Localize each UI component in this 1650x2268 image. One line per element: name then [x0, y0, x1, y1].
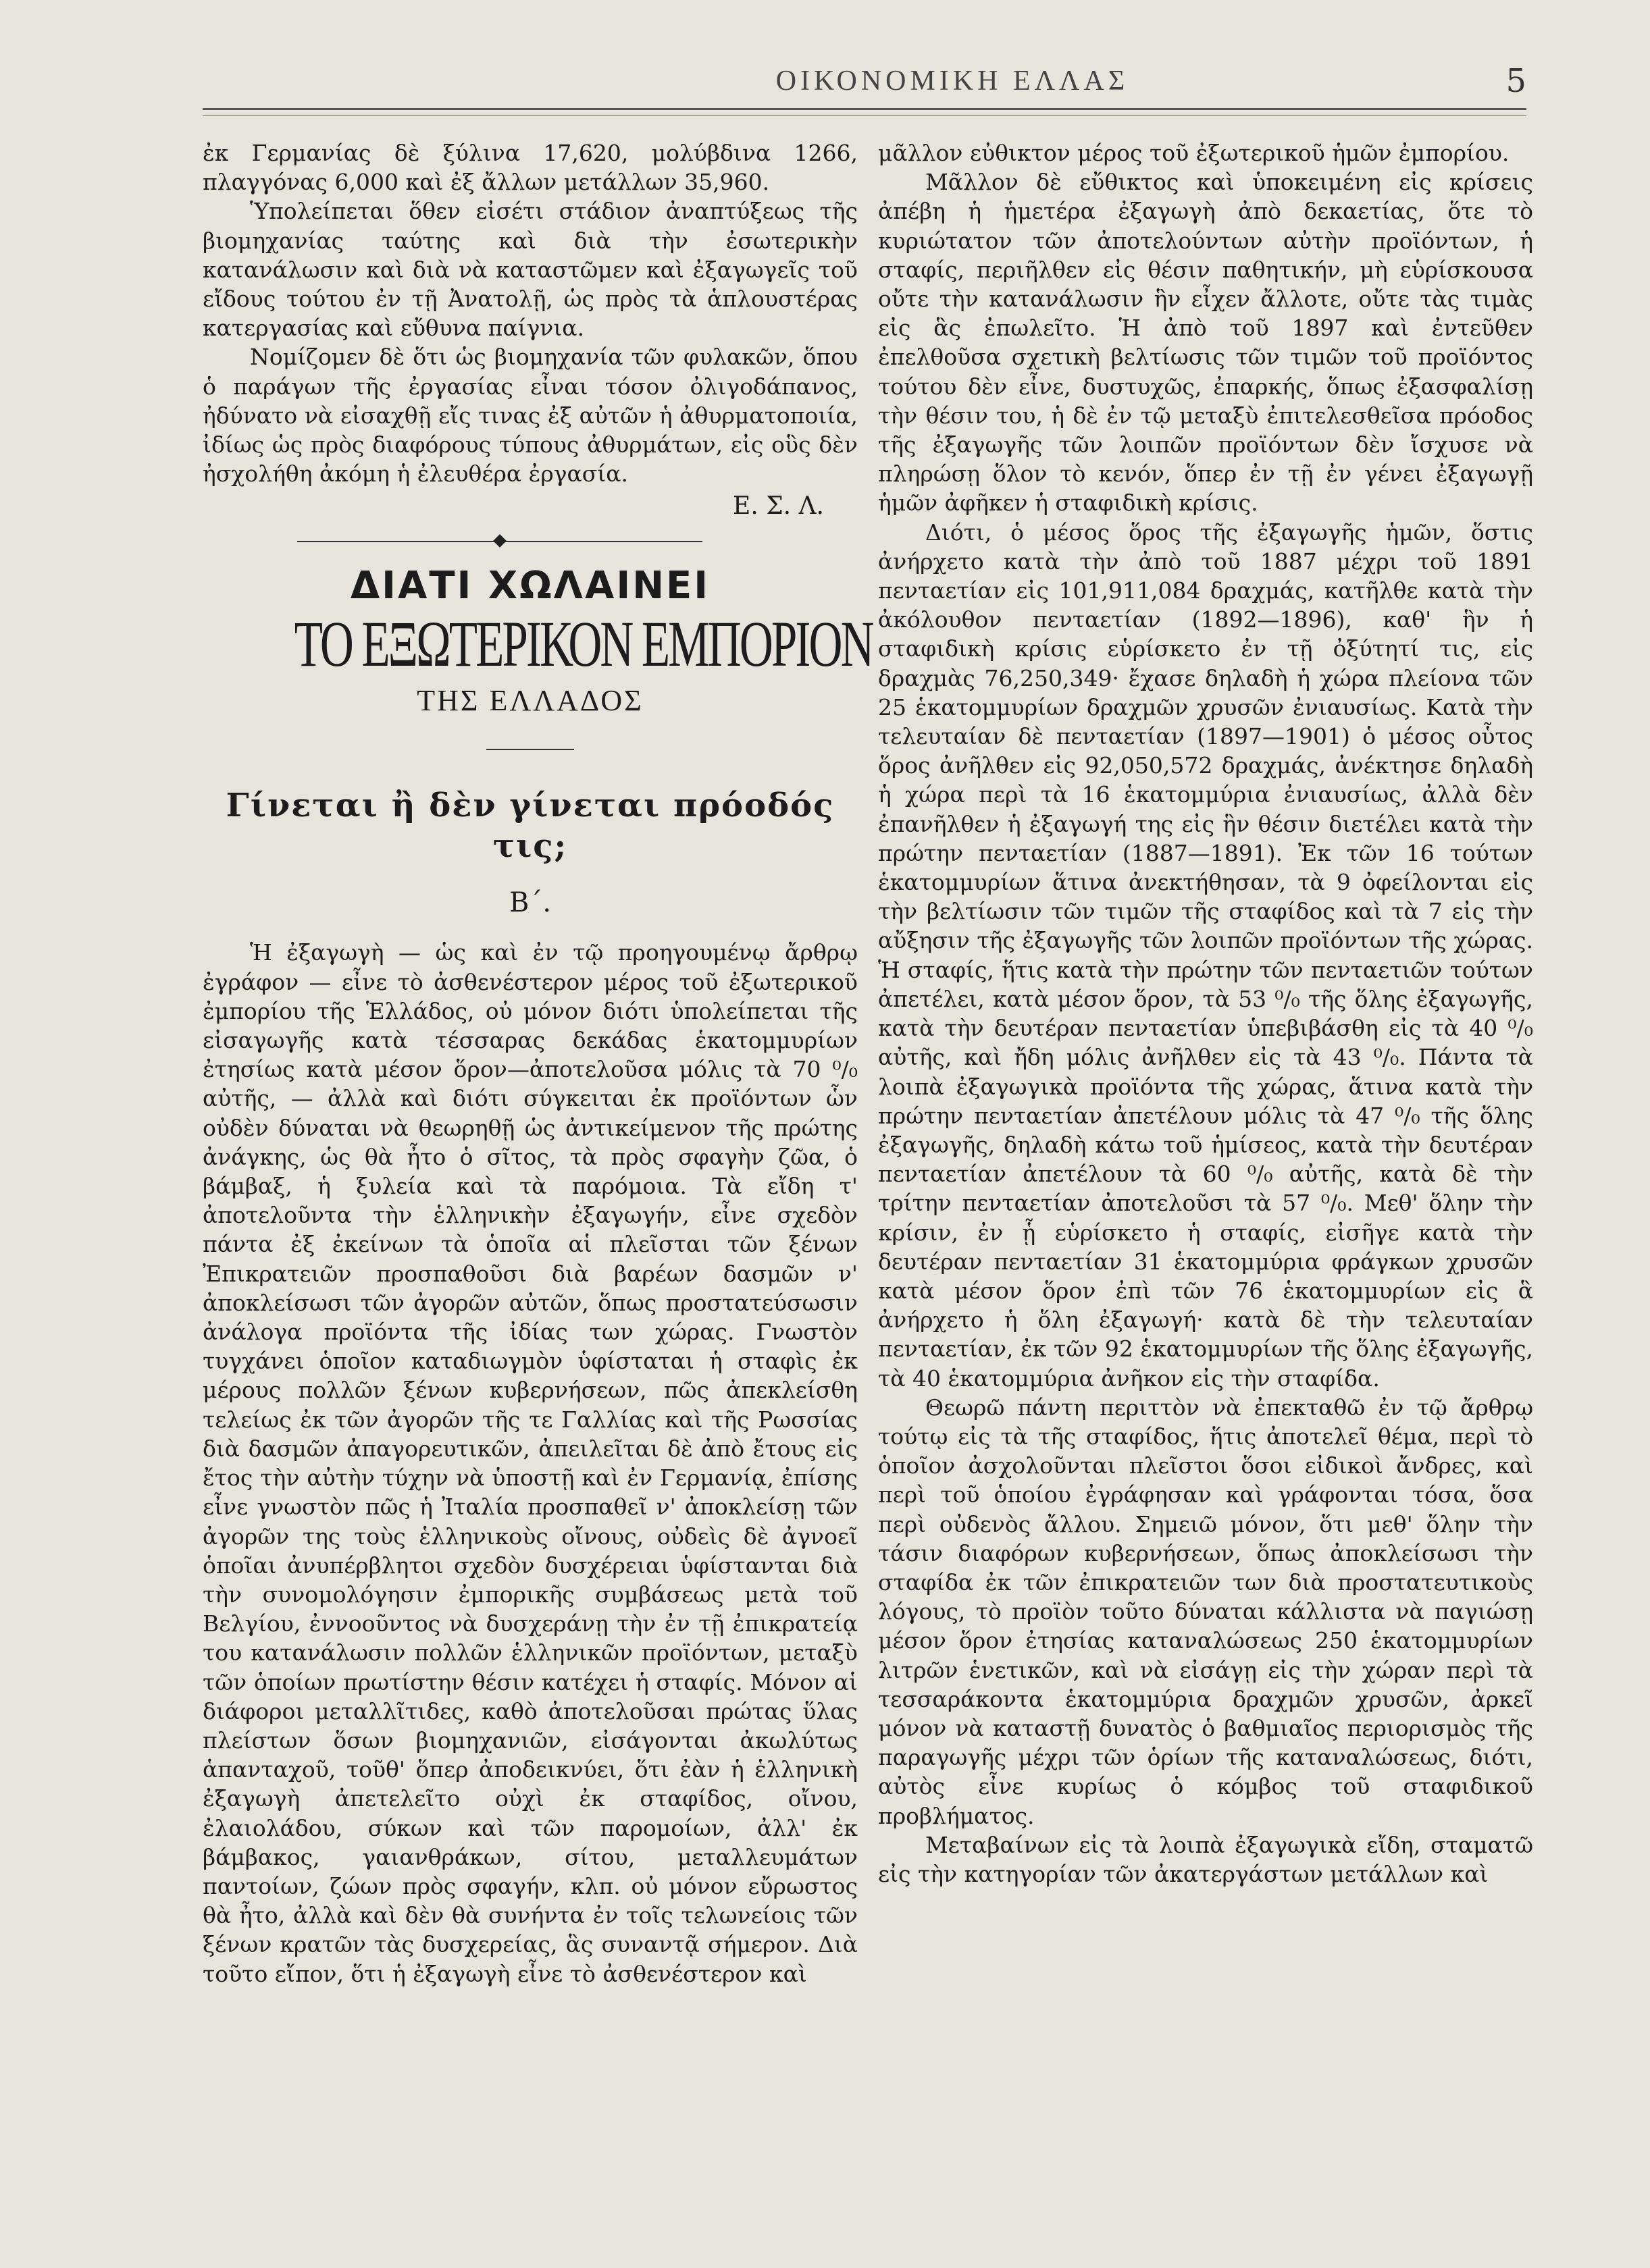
left-column [203, 138, 873, 1988]
running-title: ΟΙΚΟΝΟΜΙΚΗ ΕΛΛΑΣ [775, 65, 1129, 97]
article-title-line-3: ΤΗΣ ΕΛΛΑΔΟΣ [417, 684, 644, 718]
paragraph: Μεταβαίνων εἰς τὰ λοιπὰ ἐξαγωγικὰ εἴδη, σταματῶ εἰς τὴν κατηγορίαν τῶν ἀκατεργάστων μετάλλων καὶ [878, 1831, 1533, 1887]
article-title-line-1: ΔΙΑΤΙ ΧΩΛΑΙΝΕΙ [350, 564, 711, 608]
diamond-ornament-icon [493, 535, 507, 548]
header-rule [203, 108, 1526, 110]
paragraph: ἐκ Γερμανίας δὲ ξύλινα 17,620, μολύβδινα 1266, πλαγγόνας 6,000 καὶ ἐξ ἄλλων μετάλλων 35,960. [203, 140, 858, 196]
part-marker: Β΄. [509, 887, 552, 919]
paragraph: Θεωρῶ πάντη περιττὸν νὰ ἐπεκταθῶ ἐν τῷ ἄρθρῳ τούτῳ εἰς τὰ τῆς σταφίδος, ἥτις ἀποτελεῖ θέμα, περὶ τὸ ὁποῖον ἀσχολοῦνται πλεῖστοι ὅσοι εἰδικοὶ ἄνδρες, καὶ περὶ τοῦ ὁποίου ἐγράφησαν καὶ γράφονται τόσα, ὅσα περὶ οὐδενὸς ἄλλου. Σημειῶ μόνον, ὅτι μεθ' ὅλην τὴν τάσιν διαφόρων κυβερνήσεων, ὅπως ἀποκλείσωσι τὴν σταφίδα ἐκ τῶν ἐπικρατειῶν των διὰ προστατευτικοὺς λόγους, τὸ προϊὸν τοῦτο δύναται κάλλιστα νὰ παγιώσῃ μέσον ὅρον ἐτησίας καταναλώσεως 250 ἑκατομμυρίων λιτρῶν ἑνετικῶν, καὶ νὰ εἰσάγῃ εἰς τὴν χώραν περὶ τὰ τεσσαράκοντα ἑκατομμύρια δραχμῶν χρυσῶν, ἀρκεῖ μόνον νὰ καταστῇ δυνατὸς ὁ βαθμιαῖος περιορισμὸς τῆς παραγωγῆς μέχρι τῶν ὁρίων τῆς καταναλώσεως, διότι, αὐτὸς εἶνε κυρίως ὁ κόμβος τοῦ σταφιδικοῦ προβλήματος. [878, 1394, 1533, 1829]
title-rule [486, 749, 574, 750]
paragraph: Ὑπολείπεται ὅθεν εἰσέτι στάδιον ἀναπτύξεως τῆς βιομηχανίας ταύτης καὶ διὰ τὴν ἐσωτερικὴν κατανάλωσιν καὶ διὰ νὰ καταστῶμεν καὶ ἐξαγωγεῖς τοῦ εἴδους τούτου ἐν τῇ Ἀνατολῇ, ὡς πρὸς τὰ ἁπλουστέρας κατεργασίας καὶ εὔθυνα παίγνια. [203, 198, 858, 342]
paragraph: Διότι, ὁ μέσος ὅρος τῆς ἐξαγωγῆς ἡμῶν, ὅστις ἀνήρχετο κατὰ τὴν ἀπὸ τοῦ 1887 μέχρι τοῦ 1891 πενταετίαν εἰς 101,911,084 δραχμάς, κατῆλθε κατὰ τὴν ἀκόλουθον πενταετίαν (1892—1896), καθ' ἣν ἡ σταφιδικὴ κρίσις εὑρίσκετο ἐν τῇ ὀξύτητί τις, εἰς δραχμὰς 76,250,349· ἔχασε δηλαδὴ ἡ χώρα πλείονα τῶν 25 ἑκατομμυρίων δραχμῶν χρυσῶν ἐνιαυσίως. Κατὰ τὴν τελευταίαν δὲ πενταετίαν (1897—1901) ὁ μέσος οὗτος ὅρος ἀνῆλθεν εἰς 92,050,572 δραχμάς, ἀνέκτησε δηλαδὴ ἡ χώρα περὶ τὰ 16 ἑκατομμύρια ἐνιαυσίως, ἀλλὰ δὲν ἐπανῆλθεν ἡ ἐξαγωγή της εἰς ἣν θέσιν διετέλει κατὰ τὴν πρώτην πενταετίαν (1887—1891). Ἐκ τῶν 16 τούτων ἑκατομμυρίων ἅτινα ἀνεκτήθησαν, τὰ 9 ὀφείλονται εἰς τὴν βελτίωσιν τῶν τιμῶν τῆς σταφίδος καὶ τὰ 7 εἰς τὴν αὔξησιν τῆς ἐξαγωγῆς τῶν λοιπῶν προϊόντων τῆς χώρας. Ἡ σταφίς, ἥτις κατὰ τὴν πρώτην τῶν πενταετιῶν τούτων ἀπετέλει, κατὰ μέσον ὅρον, τὰ 53 ⁰/₀ τῆς ὅλης ἐξαγωγῆς, κατὰ τὴν δευτέραν πενταετίαν ὑπεβιβάσθη εἰς τὰ 40 ⁰/₀ αὐτῆς, καὶ ἤδη μόλις ἀνῆλθεν εἰς τὰ 43 ⁰/₀. Πάντα τὰ λοιπὰ ἐξαγωγικὰ προϊόντα τῆς χώρας, ἅτινα κατὰ τὴν πρώτην πενταετίαν ἀπετέλουν μόλις τὰ 47 ⁰/₀ τῆς ὅλης ἐξαγωγῆς, δηλαδὴ κάτω τοῦ ἡμίσεος, κατὰ τὴν δευτέραν πενταετίαν ἀπετέλουν τὰ 60 ⁰/₀ αὐτῆς, κατὰ δὲ τὴν τρίτην πενταετίαν ἀποτελοῦσι τὰ 57 ⁰/₀. Μεθ' ὅλην τὴν κρίσιν, ἐν ᾗ εὑρίσκετο ἡ σταφίς, εἰσῆγε κατὰ τὴν δευτέραν πενταετίαν 31 ἑκατομμύρια φράγκων χρυσῶν κατὰ μέσον ὅρον ἐπὶ τῶν 76 ἑκατομμυρίων εἰς ἃ ἀνήρχετο ἡ ὅλη ἐξαγωγή· κατὰ δὲ τὴν τελευταίαν πενταετίαν, ἐκ τῶν 92 ἑκατομμυρίων τῆς ὅλης ἐξαγωγῆς, τὰ 40 ἑκατομμύρια ἀνῆκον εἰς τὴν σταφίδα. [878, 519, 1533, 1392]
page-header [203, 62, 1526, 105]
paragraph: Ἡ ἐξαγωγὴ — ὡς καὶ ἐν τῷ προηγουμένῳ ἄρθρῳ ἐγράφον — εἶνε τὸ ἀσθενέστερον μέρος τοῦ ἐξωτερικοῦ ἐμπορίου τῆς Ἑλλάδος, οὐ μόνον διότι ὑπολείπεται τῆς εἰσαγωγῆς κατὰ τέσσαρας δεκάδας ἑκατομμυρίων ἐτησίως κατὰ μέσον ὅρον—ἀποτελοῦσα μόλις τὰ 70 ⁰/₀ αὐτῆς, — ἀλλὰ καὶ διότι σύγκειται ἐκ προϊόντων ὧν οὐδὲν δύναται νὰ θεωρηθῇ ὡς ἀντικείμενον τῆς πρώτης ἀνάγκης, ὡς θὰ ἦτο ὁ σῖτος, τὰ πρὸς σφαγὴν ζῶα, ὁ βάμβαξ, ἡ ξυλεία καὶ τὰ παρόμοια. Τὰ εἴδη τ' ἀποτελοῦντα τὴν ἑλληνικὴν ἐξαγωγήν, εἶνε σχεδὸν πάντα ἐξ ἐκείνων τὰ ὁποῖα αἱ πλεῖσται τῶν ξένων Ἐπικρατειῶν προσπαθοῦσι διὰ βαρέων δασμῶν ν' ἀποκλείσωσι τῶν ἀγορῶν αὐτῶν, ὅπως προστατεύσωσιν ἀνάλογα προϊόντα τῆς ἰδίας των χώρας. Γνωστὸν τυγχάνει ὁποῖον καταδιωγμὸν ὑφίσταται ἡ σταφὶς ἐκ μέρους πολλῶν ξένων κυβερνήσεων, πῶς ἀπεκλείσθη τελείως ἐκ τῶν ἀγορῶν τῆς τε Γαλλίας καὶ τῆς Ρωσσίας διὰ δασμῶν ἀπαγορευτικῶν, ἀπειλεῖται δὲ ἀπὸ ἔτους εἰς ἔτος τὴν αὐτὴν τύχην νὰ ὑποστῇ καὶ ἐν Γερμανίᾳ, ἐπίσης εἶνε γνωστὸν πῶς ἡ Ἰταλία προσπαθεῖ ν' ἀποκλείσῃ τῶν ἀγορῶν της τοὺς ἑλληνικοὺς οἴνους, οὐδεὶς δὲ ἀγνοεῖ ὁποῖαι ἀνυπέρβλητοι σχεδὸν δυσχέρειαι ὑφίστανται διὰ τὴν συνομολόγησιν ἐμπορικῆς συμβάσεως μετὰ τοῦ Βελγίου, ἐννοοῦντος νὰ δυσχεράνῃ τὴν ἐν τῇ ἐπικρατείᾳ του κατανάλωσιν πολλῶν ἑλληνικῶν προϊόντων, μεταξὺ τῶν ὁποίων πρωτίστην θέσιν κατέχει ἡ σταφίς. Μόνον αἱ διάφοροι μεταλλῖτιδες, καθὸ ἀποτελοῦσαι πρώτας ὕλας πλείστων ὅσων βιομηχανιῶν, εἰσάγονται ἀκωλύτως ἁπανταχοῦ, τοῦθ' ὅπερ ἀποδεικνύει, ὅτι ἐὰν ἡ ἑλληνικὴ ἐξαγωγὴ ἀπετελεῖτο οὐχὶ ἐκ σταφίδος, οἴνου, ἐλαιολάδου, σύκων καὶ τῶν παρομοίων, ἀλλ' ἐκ βάμβακος, γαιανθράκων, σίτου, μεταλλευμάτων παντοίων, ζώων πρὸς σφαγήν, κλπ. οὐ μόνον εὔρωστος θὰ ἦτο, ἀλλὰ καὶ δὲν θὰ συνήντα ἐν τοῖς τελωνείοις τῶν ξένων κρατῶν τὰς δυσχερείας, ἃς συναντᾷ σήμερον. Διὰ τοῦτο εἴπον, ὅτι ἡ ἐξαγωγὴ εἶνε τὸ ἀσθενέστερον καὶ [203, 939, 858, 1987]
article-title-line-2: ΤΟ ΕΞΩΤΕΡΙΚΟΝ ΕΜΠΟΡΙΟΝ [294, 608, 873, 681]
paragraph: Μᾶλλον δὲ εὔθικτος καὶ ὑποκειμένη εἰς κρίσεις ἀπέβη ἡ ἡμετέρα ἐξαγωγὴ ἀπὸ δεκαετίας, ὅτε τὸ κυριώτατον τῶν ἀποτελούντων αὐτὴν προϊόντων, ἡ σταφίς, περιῆλθεν εἰς θέσιν παθητικήν, μὴ εὑρίσκουσα οὔτε τὴν κατανάλωσιν ἣν εἶχεν ἄλλοτε, οὔτε τὰς τιμὰς εἰς ἃς ἐπωλεῖτο. Ἡ ἀπὸ τοῦ 1897 καὶ ἐντεῦθεν ἐπελθοῦσα σχετικὴ βελτίωσις τῶν τιμῶν τοῦ προϊόντος τούτου δὲν εἶνε, δυστυχῶς, ἐπαρκής, ὅπως ἐξασφαλίσῃ τὴν θέσιν του, ἡ δὲ ἐν τῷ μεταξὺ ἐπιτελεσθεῖσα πρόοδος τῆς ἐξαγωγῆς τῶν λοιπῶν προϊόντων δὲν ἴσχυσε νὰ πληρώσῃ ὅλον τὸ κενόν, ὅπερ ἐν τῇ ἐν γένει ἐξαγωγῇ ἡμῶν ἀφῆκεν ἡ σταφιδικὴ κρίσις. [878, 169, 1533, 517]
article-subtitle: Γίνεται ἢ δὲν γίνεται πρόοδός τις; [226, 787, 835, 866]
right-column [878, 138, 1533, 1889]
section-divider [203, 527, 858, 554]
author-signature: Ε. Σ. Λ. [733, 492, 824, 521]
page-number: 5 [1505, 62, 1526, 100]
paragraph: Νομίζομεν δὲ ὅτι ὡς βιομηχανία τῶν φυλακῶν, ὅπου ὁ παράγων τῆς ἐργασίας εἶναι τόσον ὀλιγοδάπανος, ἠδύνατο νὰ εἰσαχθῇ εἴς τινας ἐξ αὐτῶν ἡ ἀθυρματοποιία, ἰδίως ὡς πρὸς διαφόρους τύπους ἀθυρμάτων, εἰς οὓς δὲν ἠσχολήθη ἀκόμη ἡ ἐλευθέρα ἐργασία. [203, 344, 858, 487]
paragraph: μᾶλλον εὐθικτον μέρος τοῦ ἐξωτερικοῦ ἡμῶν ἐμπορίου. [878, 140, 1510, 166]
